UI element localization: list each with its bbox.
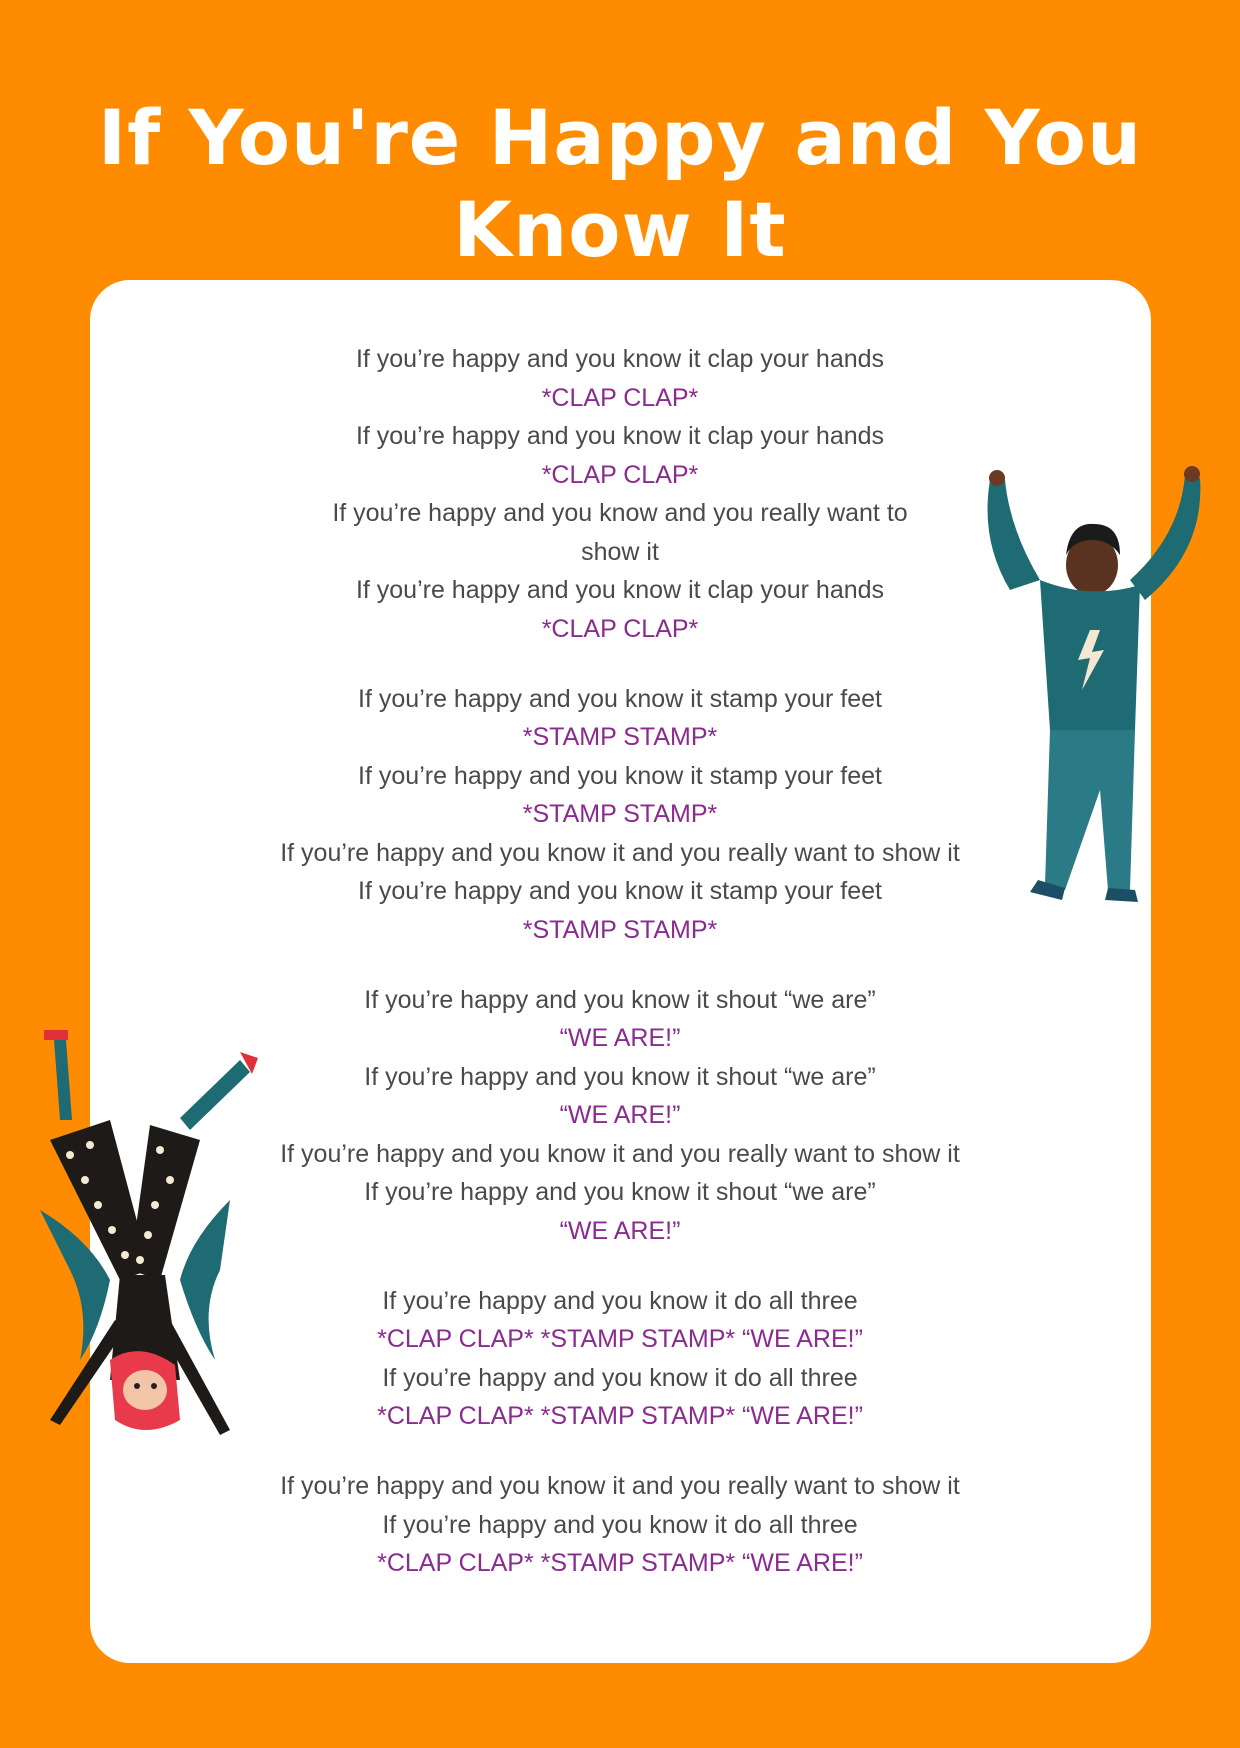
lyric-line: If you’re happy and you know it shout “we are” bbox=[364, 985, 876, 1014]
woman-upside-down-illustration bbox=[30, 1030, 270, 1480]
man-arms-raised-illustration bbox=[970, 460, 1220, 1000]
chorus-line: *STAMP STAMP* bbox=[522, 800, 718, 828]
chorus-line: *CLAP CLAP* *STAMP STAMP* “WE ARE!” bbox=[377, 1402, 863, 1430]
chorus-line: *CLAP CLAP* bbox=[541, 383, 699, 412]
lyric-line: If you’re happy and you know it do all three bbox=[382, 1510, 858, 1539]
lyric-line: If you’re happy and you know it clap your hands bbox=[355, 422, 885, 450]
chorus-line: “WE ARE!” bbox=[559, 1216, 681, 1245]
chorus-line: “WE ARE!” bbox=[559, 1024, 681, 1052]
chorus-line: *CLAP CLAP* *STAMP STAMP* “WE ARE!” bbox=[377, 1325, 863, 1353]
lyric-line: If you’re happy and you know and you really want to bbox=[332, 499, 908, 527]
lyric-line: If you’re happy and you know it and you really want to show it bbox=[280, 838, 960, 867]
lyric-line: If you’re happy and you know it do all three bbox=[382, 1363, 858, 1392]
chorus-line: “WE ARE!” bbox=[559, 1101, 681, 1129]
title-line-2: Know It bbox=[453, 185, 787, 274]
lyric-line: If you’re happy and you know it and you really want to show it bbox=[280, 1139, 960, 1168]
lyric-line: If you’re happy and you know it stamp your feet bbox=[358, 761, 882, 790]
lyric-line: show it bbox=[581, 537, 659, 566]
title-line-1: If You're Happy and You bbox=[97, 93, 1143, 182]
chorus-line: *STAMP STAMP* bbox=[522, 915, 718, 944]
chorus-line: *CLAP CLAP* *STAMP STAMP* “WE ARE!” bbox=[377, 1549, 863, 1577]
chorus-line: *CLAP CLAP* bbox=[541, 460, 699, 489]
lyric-line: If you’re happy and you know it shout “we are” bbox=[364, 1062, 876, 1091]
chorus-line: *CLAP CLAP* bbox=[541, 614, 699, 643]
lyric-line: If you’re happy and you know it do all three bbox=[382, 1286, 858, 1315]
lyric-line: If you’re happy and you know it clap your hands bbox=[355, 576, 885, 604]
lyric-line: If you’re happy and you know it stamp your feet bbox=[358, 684, 882, 713]
lyric-line: If you’re happy and you know it clap your hands bbox=[355, 345, 885, 373]
lyric-line: If you’re happy and you know it shout “we are” bbox=[364, 1178, 876, 1206]
page-title bbox=[0, 92, 1240, 276]
chorus-line: *STAMP STAMP* bbox=[522, 723, 718, 751]
lyric-line: If you’re happy and you know it and you really want to show it bbox=[280, 1472, 960, 1500]
lyric-line: If you’re happy and you know it stamp your feet bbox=[358, 877, 882, 905]
